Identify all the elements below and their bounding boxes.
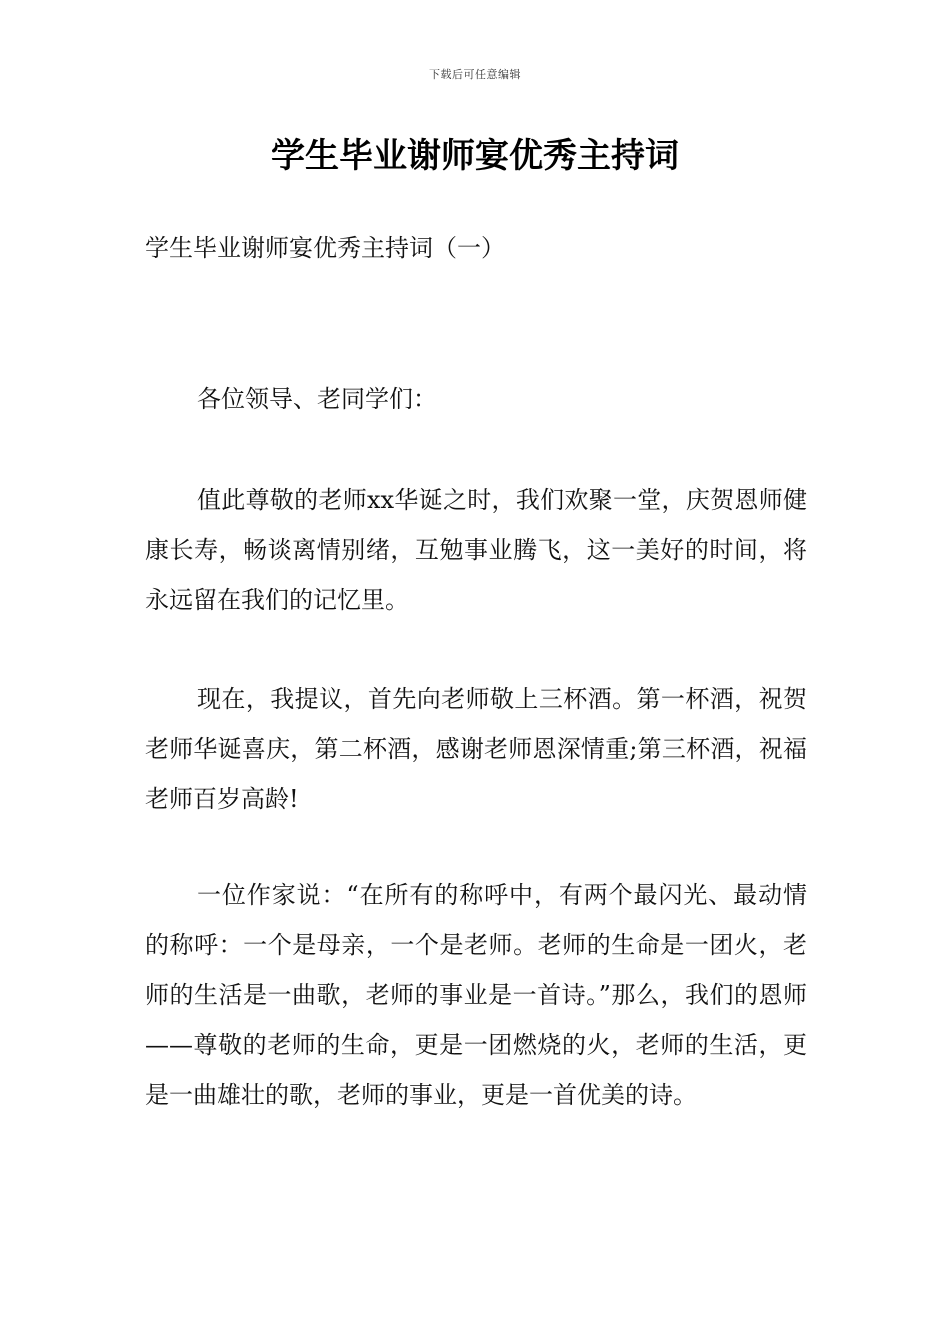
body-paragraph-2: 现在，我提议，首先向老师敬上三杯酒。第一杯酒，祝贺老师华诞喜庆，第二杯酒，感谢老师恩深情重;第三杯酒，祝福老师百岁高龄! [145, 685, 807, 813]
section-heading: 学生毕业谢师宴优秀主持词（一） [145, 234, 505, 262]
body-paragraph-1: 值此尊敬的老师xx华诞之时，我们欢聚一堂，庆贺恩师健康长寿，畅谈离情别绪，互勉事业腾飞，这一美好的时间，将永远留在我们的记忆里。 [145, 486, 807, 614]
header-note: 下载后可任意编辑 [429, 68, 521, 81]
document-title: 学生毕业谢师宴优秀主持词 [271, 136, 679, 176]
greeting-paragraph: 各位领导、老同学们： [197, 385, 437, 413]
body-paragraph-3: 一位作家说：“在所有的称呼中，有两个最闪光、最动情的称呼：一个是母亲，一个是老师。老师的生命是一团火，老师的生活是一曲歌，老师的事业是一首诗。”那么，我们的恩师——尊敬的老师的生命，更是一团燃烧的火，老师的生活，更是一曲雄壮的歌，老师的事业，更是一首优美的诗。 [145, 881, 807, 1109]
